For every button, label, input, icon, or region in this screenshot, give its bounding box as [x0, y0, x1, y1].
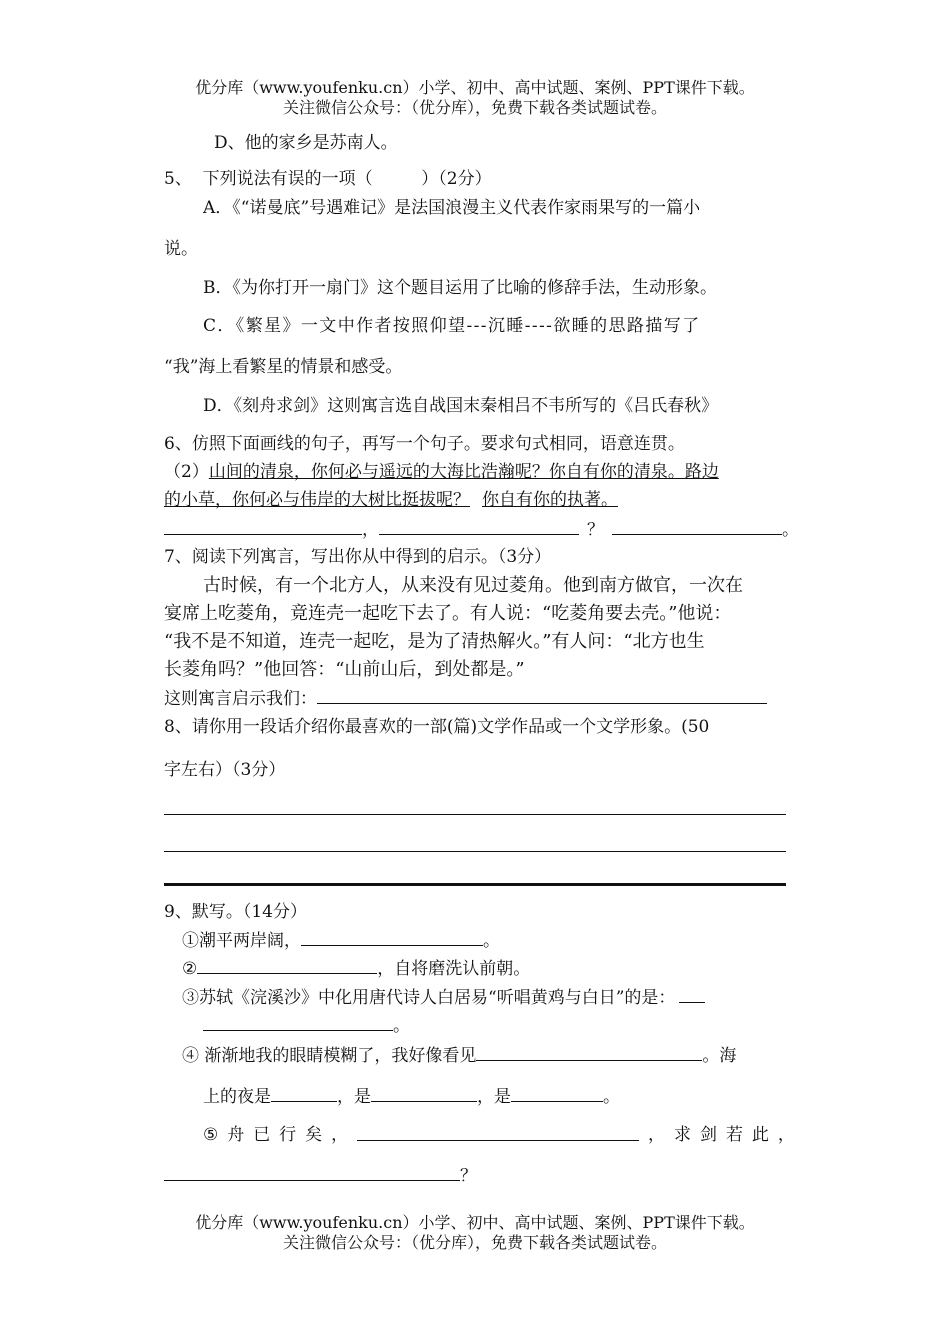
q5-option-b: B．《为你打开一扇门》这个题目运用了比喻的修辞手法，生动形象。: [203, 278, 717, 298]
q6-underlined-sentence-2b: 你自有你的执著。: [482, 490, 618, 510]
q9-item-2-blank[interactable]: [197, 957, 377, 974]
q8-answer-line-1[interactable]: [164, 814, 786, 815]
q7-prompt: 这则寓言启示我们：: [164, 689, 317, 709]
q9-item-5-char: 若: [725, 1125, 743, 1145]
q9-item-4-end-2: 。: [603, 1087, 620, 1107]
q9-item-5-end: ？: [460, 1166, 477, 1186]
q5-stem: 5、 下列说法有误的一项（ ）（2分）: [164, 169, 492, 189]
q9-item-2: [182, 957, 530, 980]
q6-stem: 6、仿照下面画线的句子，再写一个句子。要求句式相同，语意连贯。: [164, 434, 685, 454]
header-line-1: 优分库（www.youfenku.cn）小学、初中、高中试题、案例、PPT课件下载。: [195, 78, 755, 97]
q9-item-1-text: ①潮平两岸阔，: [182, 931, 301, 951]
q9-item-4-blank-1[interactable]: [476, 1044, 702, 1061]
q9-item-3-end: 。: [393, 1016, 410, 1036]
q9-item-4: [182, 1044, 736, 1067]
q8-answer-line-2[interactable]: [164, 851, 786, 852]
q7-story-line-3: “我不是不知道，连壳一起吃，是为了清热解火。”有人问：“北方也生: [164, 631, 705, 652]
q9-item-4-text-4: ，是: [477, 1087, 511, 1107]
q9-item-3-cont: [203, 1014, 410, 1037]
q5-option-c: C．《繁星》一文中作者按照仰望---沉睡----欲睡的思路描写了: [203, 316, 701, 336]
q8-answer-line-3[interactable]: [164, 883, 786, 886]
q9-item-4-blank-4[interactable]: [511, 1085, 603, 1102]
q9-item-3-blank-a[interactable]: [679, 986, 705, 1003]
q5-option-d: D．《刻舟求剑》这则寓言选自战国末秦相吕不韦所写的《吕氏春秋》: [203, 396, 719, 416]
q6-underlined-sentence-2a: 的小草，你何必与伟岸的大树比挺拔呢？: [164, 490, 470, 510]
q9-item-4-blank-3[interactable]: [371, 1085, 477, 1102]
q9-item-4-end: 。海: [702, 1046, 737, 1066]
q9-item-5-char: ⑤: [203, 1125, 219, 1145]
q9-item-5-char: ，: [331, 1125, 349, 1145]
q9-item-2-marker: ②: [182, 959, 198, 979]
q9-item-4-cont: [203, 1085, 620, 1108]
q8-stem-cont: 字左右）（3分）: [164, 760, 286, 780]
q9-item-5-char: 行: [279, 1125, 297, 1145]
q6-answer-blank-1[interactable]: [164, 518, 362, 535]
q9-stem: 9、默写。（14分）: [164, 902, 307, 922]
q9-item-5-char: 剑: [699, 1125, 717, 1145]
header-line-2: 关注微信公众号：（优分库），免费下载各类试题试卷。: [282, 98, 667, 117]
q7-story-line-1: 古时候，有一个北方人，从来没有见过菱角。他到南方做官，一次在: [203, 575, 743, 596]
q6-answer-blank-2[interactable]: [379, 518, 579, 535]
q9-item-2-text: ，自将磨洗认前朝。: [377, 959, 531, 979]
q9-item-5-char: 舟: [227, 1125, 245, 1145]
q9-item-5-char: ，: [777, 1125, 795, 1145]
q9-item-5-char: 矣: [305, 1125, 323, 1145]
q6-example-line-1: [164, 461, 719, 483]
q9-item-5-cont: [164, 1164, 477, 1187]
q9-item-3: [182, 986, 705, 1009]
q9-item-5: [203, 1124, 795, 1146]
q6-example-line-2: [164, 489, 630, 511]
q4-option-d: D、他的家乡是苏南人。: [214, 133, 398, 153]
footer-line-1: 优分库（www.youfenku.cn）小学、初中、高中试题、案例、PPT课件下载。: [195, 1213, 755, 1232]
footer-line-2: 关注微信公众号：（优分库），免费下载各类试题试卷。: [282, 1233, 667, 1252]
q6-question-mark: ？: [587, 520, 604, 540]
q7-answer-row: [164, 687, 767, 710]
q6-underlined-sentence-1: 山间的清泉，你何必与遥远的大海比浩瀚呢？你自有你的清泉。路边: [208, 462, 719, 482]
q9-item-1-blank[interactable]: [301, 929, 483, 946]
q9-item-3-text: ③苏轼《浣溪沙》中化用唐代诗人白居易“听唱黄鸡与白日”的是：: [182, 988, 676, 1008]
q9-item-5-char: 求: [674, 1125, 691, 1145]
q5-option-a-cont: 说。: [164, 239, 198, 259]
q9-item-5-char: 此: [751, 1125, 769, 1145]
q9-item-5-blank-2[interactable]: [164, 1164, 460, 1181]
q9-item-5-char: 已: [253, 1125, 271, 1145]
q9-item-1: [182, 929, 500, 952]
q7-story-line-4: 长菱角吗？”他回答：“山前山后，到处都是。”: [164, 659, 525, 680]
q9-item-1-end: 。: [483, 931, 500, 951]
q7-stem: 7、阅读下列寓言，写出你从中得到的启示。（3分）: [164, 547, 552, 567]
q9-item-4-text-2: 上的夜是: [203, 1087, 271, 1107]
q6-period: 。: [782, 520, 799, 540]
q9-item-4-blank-2[interactable]: [271, 1085, 337, 1102]
q6-answer-row: [164, 518, 799, 541]
q6-prefix: （2）: [164, 462, 209, 482]
q9-item-3-blank-b[interactable]: [203, 1014, 393, 1031]
q7-answer-blank[interactable]: [317, 687, 767, 704]
q5-option-c-cont: “我”海上看繁星的情景和感受。: [164, 357, 403, 377]
q9-item-4-text: ④ 渐渐地我的眼睛模糊了，我好像看见: [182, 1046, 477, 1066]
q6-comma: ，: [362, 520, 379, 540]
q6-answer-blank-3[interactable]: [612, 518, 782, 535]
q9-item-5-char: ，: [648, 1125, 666, 1145]
q5-option-a: A．《“诺曼底”号遇难记》是法国浪漫主义代表作家雨果写的一篇小: [203, 198, 701, 218]
q9-item-4-text-3: ，是: [337, 1087, 371, 1107]
q9-item-5-blank-1[interactable]: [357, 1124, 639, 1141]
q7-story-line-2: 宴席上吃菱角，竟连壳一起吃下去了。有人说：“吃菱角要去壳。”他说：: [164, 603, 732, 624]
q8-stem: 8、请你用一段话介绍你最喜欢的一部(篇)文学作品或一个文学形象。(50: [164, 717, 710, 737]
